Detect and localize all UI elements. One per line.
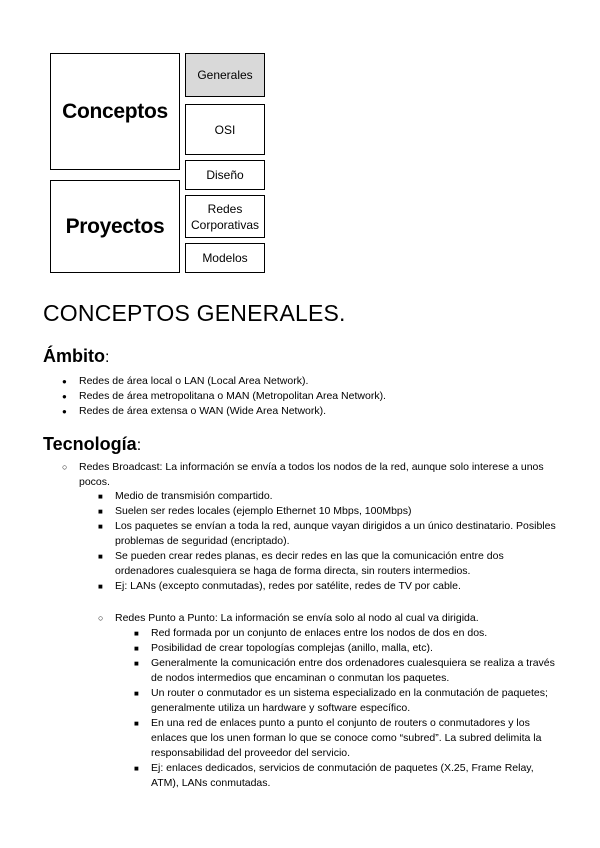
- p2p-subitem: ■ Posibilidad de crear topologías complejas (anillo, malla, etc).: [151, 641, 561, 656]
- p2p-subitem: ■ Red formada por un conjunto de enlaces entre los nodos de dos en dos.: [151, 626, 561, 641]
- broadcast-subitem: ■ Ej: LANs (excepto conmutadas), redes por satélite, redes de TV por cable.: [115, 579, 557, 594]
- broadcast-subitem: ■ Los paquetes se envían a toda la red, aunque vayan dirigidos a un único destinatario. Posibles problemas de seguridad (encriptado).: [115, 519, 557, 549]
- nav-diseno-link[interactable]: Diseño: [185, 160, 265, 190]
- broadcast-list: [79, 460, 544, 490]
- nav-osi-link[interactable]: OSI: [185, 104, 265, 155]
- ambito-item-lan: ● Redes de área local o LAN (Local Area Network).: [79, 374, 559, 389]
- p2p-subitem: ■ Un router o conmutador es un sistema especializado en la conmutación de paquetes; generalmente utiliza un hardware y software específico.: [151, 686, 561, 716]
- p2p-item: ○ Redes Punto a Punto: La información se envía solo al nodo al cual va dirigida.: [115, 611, 555, 626]
- broadcast-item: ○ Redes Broadcast: La información se envía a todos los nodos de la red, aunque solo interese a unos pocos.: [79, 460, 544, 490]
- nav-redes-corporativas-link[interactable]: Redes Corporativas: [185, 195, 265, 238]
- p2p-subitem: ■ Generalmente la comunicación entre dos ordenadores cualesquiera se realiza a través de nodos intermedios que encaminan o conmutan los paquetes.: [151, 656, 561, 686]
- navigation-diagram: [0, 0, 600, 290]
- broadcast-subitem: ■ Medio de transmisión compartido.: [115, 489, 557, 504]
- tecnologia-heading: [43, 434, 141, 455]
- broadcast-subitem: ■ Se pueden crear redes planas, es decir redes en las que la comunicación entre dos ordenadores cualesquiera se haga de forma directa, sin routers intermedios.: [115, 549, 557, 579]
- tecnologia-heading-colon: :: [136, 437, 142, 454]
- ambito-item-wan: ● Redes de área extensa o WAN (Wide Area Network).: [79, 404, 559, 419]
- nav-conceptos-link[interactable]: Conceptos: [50, 53, 180, 170]
- nav-modelos-link[interactable]: Modelos: [185, 243, 265, 273]
- broadcast-sublist: [115, 489, 557, 594]
- tecnologia-heading-text: Tecnología: [43, 434, 137, 454]
- ambito-item-man: ● Redes de área metropolitana o MAN (Metropolitan Area Network).: [79, 389, 559, 404]
- p2p-subitem: ■ Ej: enlaces dedicados, servicios de conmutación de paquetes (X.25, Frame Relay, ATM), LANs conmutadas.: [151, 761, 561, 791]
- p2p-sublist: [151, 626, 561, 791]
- p2p-subitem: ■ En una red de enlaces punto a punto el conjunto de routers o conmutadores y los enlaces que los unen forman lo que se conoce como “subred”. La subred delimita la responsabilidad del proveedor del servicio.: [151, 716, 561, 761]
- ambito-heading-text: Ámbito: [43, 346, 105, 366]
- ambito-list: [79, 374, 559, 419]
- nav-proyectos-link[interactable]: Proyectos: [50, 180, 180, 273]
- ambito-heading-colon: :: [105, 349, 110, 366]
- ambito-heading: [43, 346, 109, 367]
- p2p-list: [115, 611, 555, 626]
- page-title: CONCEPTOS GENERALES.: [43, 300, 346, 326]
- broadcast-subitem: ■ Suelen ser redes locales (ejemplo Ethernet 10 Mbps, 100Mbps): [115, 504, 557, 519]
- nav-generales-link[interactable]: Generales: [185, 53, 265, 97]
